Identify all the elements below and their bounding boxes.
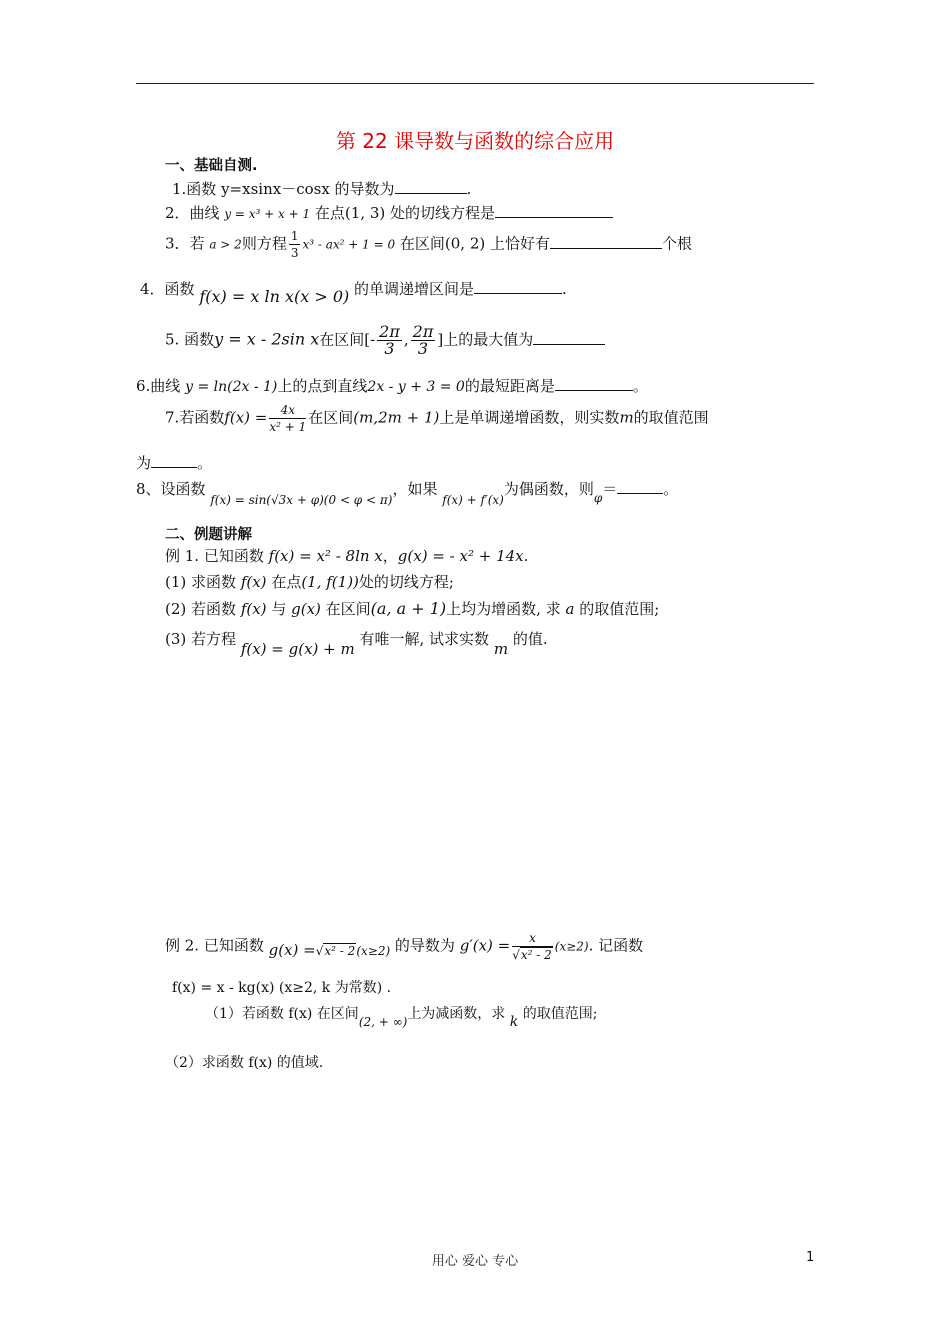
problem-4-text: 的单调递增区间是 — [354, 280, 475, 298]
fraction-one-third — [289, 228, 301, 261]
function-f: f(x) — [240, 573, 267, 591]
fraction-denominator: x² + 1 — [269, 420, 307, 434]
problem-7-function-name: f(x) = — [224, 408, 268, 427]
example-1-f: f(x) = x² - 8ln x — [268, 547, 383, 565]
answer-blank — [555, 376, 633, 391]
problem-3-equation: x³ - ax² + 1 = 0 — [302, 237, 396, 252]
problem-8-end: 。 — [663, 480, 679, 498]
section-heading-examples: 二、例题讲解 — [165, 527, 252, 543]
problem-6 — [136, 375, 648, 396]
fraction-numerator: 2π — [412, 322, 434, 341]
radicand: x² - 2 — [324, 943, 356, 958]
example-1-g: g(x) = - x² + 14x — [397, 547, 524, 565]
part-label: (2) 若函数 — [165, 600, 237, 618]
example-1-label: 例 1. 已知函数 — [165, 547, 264, 565]
part-text: 在点 — [271, 573, 302, 591]
example-2-label: 例 2. 已知函数 — [165, 936, 264, 955]
domain-condition: (x≥2) — [356, 943, 391, 958]
part-text: 的值. — [512, 630, 548, 648]
fraction-4x-over-x2-plus-1 — [269, 402, 306, 435]
point: (1, f(1)) — [301, 573, 359, 591]
problem-5-label: 5. 函数 — [165, 330, 215, 349]
part-text: 上为减函数，求 — [407, 1006, 506, 1022]
problem-7-text-3: 的取值范围 — [633, 408, 709, 427]
function-f: f(x) — [240, 600, 267, 618]
problem-5-interval-open: 在区间[- — [319, 330, 376, 349]
interval: (a, a + 1) — [370, 599, 447, 618]
answer-blank — [533, 330, 605, 345]
example-2: 例 2. 已知函数 $g(x) =_{√x^2 - 2(x\ge 2)}$ 的导数为 g′(x) = $\frac{x}{\text{√x² - 2}}$ (x≥2). 记函数 — [165, 931, 644, 962]
fraction-denominator: 3 — [290, 246, 299, 260]
problem-2-label: 2．曲线 — [165, 204, 220, 222]
fraction-numerator: x — [512, 930, 553, 947]
problem-8-expression: f(x) + f′(x) — [442, 493, 504, 507]
part-text: 与 — [271, 600, 287, 618]
problem-6-label: 6.曲线 — [136, 377, 181, 395]
answer-blank — [395, 179, 467, 194]
problem-1-text: 1.函数 y=xsinx－cosx 的导数为 — [172, 180, 395, 198]
variable-m: m — [619, 408, 634, 427]
fraction-derivative: $\frac{x}{\text{√x² - 2}}$ — [512, 931, 552, 962]
problem-8-function: f(x) = sin(√3x + φ)(0 < φ < π) — [210, 493, 393, 507]
part-text: （1）若函数 f(x) 在区间 — [205, 1006, 359, 1022]
example-2-derivative: g′(x) = — [459, 936, 511, 955]
example-1-part-3 — [165, 628, 548, 658]
header-rule — [136, 83, 814, 84]
part-label: (1) 求函数 — [165, 573, 237, 591]
fraction-denominator: 3 — [384, 339, 395, 358]
example-2-text-2: . 记函数 — [588, 936, 644, 955]
problem-3-end: 个根 — [662, 234, 693, 253]
part-text: 处的切线方程; — [358, 573, 454, 591]
fraction-numerator: 2π — [379, 322, 400, 341]
fraction-numerator: 1 — [290, 229, 299, 243]
problem-6-end: 。 — [632, 377, 648, 395]
domain-condition: (x≥2) — [554, 939, 589, 954]
problem-7 — [165, 402, 709, 435]
problem-6-curve: y = ln(2x - 1) — [185, 379, 278, 395]
answer-blank — [550, 234, 662, 249]
variable-a: a — [565, 600, 575, 618]
part-label: (3) 若方程 — [165, 630, 237, 648]
interval: (2, + ∞) — [358, 1015, 408, 1029]
separator: ， — [382, 547, 398, 565]
problem-1 — [172, 178, 471, 199]
problem-5: 5. 函数y = x - 2sin x在区间[- $\frac{2\pi}{3}$ , $\frac{2\pi}{3}$ ]上的最大值为 — [165, 324, 605, 357]
problem-7-end: 。 — [197, 454, 213, 472]
problem-2-curve: y = x³ + x + 1 — [224, 207, 311, 221]
problem-3-condition: a > 2 — [209, 237, 242, 252]
problem-7-text-2: 上是单调递增函数，则实数 — [439, 408, 620, 427]
problem-8-text: ，如果 — [392, 480, 438, 498]
example-2-g: g(x) = — [268, 940, 316, 959]
problem-8-text-2: 为偶函数，则 — [503, 480, 594, 498]
example-2-definition: f(x) = x - kg(x) (x≥2, k 为常数) . — [172, 980, 392, 996]
example-1-part-2 — [165, 598, 659, 619]
part-text: 的取值范围; — [579, 600, 660, 618]
example-1-part-1 — [165, 571, 454, 592]
problem-7-interval: (m,2m + 1) — [353, 408, 440, 427]
problem-4 — [140, 278, 567, 306]
answer-blank — [495, 203, 613, 218]
page-number: 1 — [806, 1250, 815, 1265]
problem-6-text: 上的点到直线 — [277, 377, 368, 395]
problem-4-end: . — [562, 280, 567, 298]
problem-5-function: y = x - 2sin x — [214, 329, 320, 349]
part-text: 的取值范围; — [522, 1006, 598, 1022]
part-text: 在区间 — [325, 600, 371, 618]
problem-8-equals: ＝ — [602, 480, 618, 498]
fraction-numerator: 4x — [269, 402, 306, 419]
problem-3 — [165, 228, 692, 261]
problem-1-end: . — [466, 180, 472, 198]
variable-phi: φ — [593, 491, 603, 505]
part-text: 有唯一解, 试求实数 — [359, 630, 490, 648]
problem-8-label: 8、设函数 — [136, 480, 206, 498]
equation: f(x) = g(x) + m — [240, 640, 355, 658]
variable-m: m — [493, 640, 509, 658]
problem-7-label-2: 为 — [136, 454, 152, 472]
example-2-part-1 — [205, 1003, 598, 1030]
problem-2-text: 在点(1, 3) 处的切线方程是 — [314, 204, 496, 222]
separator: . — [523, 547, 529, 565]
fraction-2pi-over-3 — [377, 324, 402, 357]
problem-2 — [165, 202, 613, 223]
page-title: 第 22 课导数与函数的综合应用 — [335, 129, 615, 153]
footer-text: 用心 爱心 专心 — [431, 1254, 519, 1269]
problem-4-label: 4．函数 — [140, 280, 195, 298]
problem-4-function: f(x) = x ln x(x > 0) — [199, 287, 350, 306]
answer-blank — [617, 479, 663, 494]
answer-blank — [474, 279, 562, 294]
problem-7-label: 7.若函数 — [165, 408, 225, 427]
fraction-denominator: x² - 2 — [520, 948, 552, 962]
problem-3-text-2: 在区间(0, 2) 上恰好有 — [399, 234, 550, 253]
problem-5-text: ]上的最大值为 — [437, 330, 534, 349]
problem-6-line: 2x - y + 3 = 0 — [367, 379, 465, 395]
problem-7-text: 在区间 — [308, 408, 354, 427]
part-text: 上均为增函数, 求 — [446, 600, 561, 618]
function-g: g(x) — [291, 600, 321, 618]
variable-k: k — [509, 1014, 519, 1030]
example-2-part-2: （2）求函数 f(x) 的值域. — [165, 1055, 324, 1071]
fraction-2pi-over-3 — [411, 324, 436, 357]
problem-3-text: 则方程 — [241, 234, 287, 253]
example-2-text: 的导数为 — [394, 936, 455, 955]
fraction-denominator: 3 — [417, 339, 429, 358]
problem-6-text-2: 的最短距离是 — [464, 377, 555, 395]
answer-blank — [151, 453, 197, 468]
problem-3-label: 3．若 — [165, 234, 205, 253]
problem-7-continuation — [136, 452, 212, 473]
example-1 — [165, 545, 528, 566]
section-heading-basics: 一、基础自测. — [165, 158, 258, 174]
